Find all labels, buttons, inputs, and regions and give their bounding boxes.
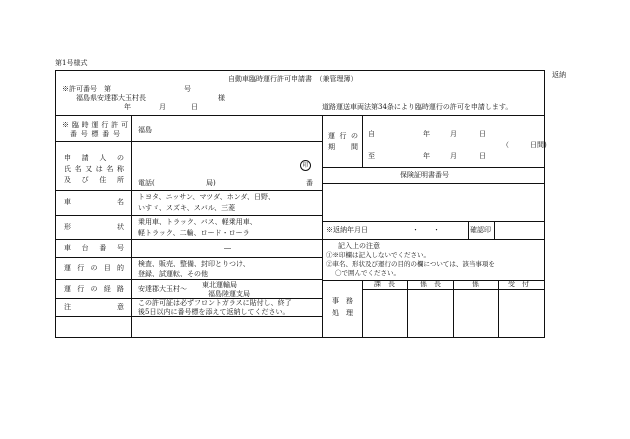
date-month: 月 bbox=[159, 103, 166, 111]
route-from: 安達郡大玉村～ bbox=[138, 285, 187, 293]
note-2b: 〇で囲んでください。 bbox=[335, 269, 400, 277]
permit-no-prefix: ※許可番号 第 bbox=[62, 85, 111, 93]
col-reception: 受 付 bbox=[508, 280, 529, 288]
note-2a: ②車名、形状及び運行の目的の欄については、該当事項を bbox=[326, 260, 495, 268]
phone-label: 電話( bbox=[138, 179, 155, 187]
col-staff: 係 bbox=[472, 280, 479, 288]
shape-label: 形状 bbox=[64, 223, 124, 231]
addressee-honorific: 様 bbox=[218, 94, 225, 102]
chassis-value: ― bbox=[224, 244, 231, 252]
period-to-year: 年 bbox=[423, 152, 430, 160]
note-label: 注意 bbox=[64, 303, 124, 311]
route-label: 運行の経路 bbox=[64, 285, 124, 293]
permit-value: 福島 bbox=[138, 126, 152, 134]
phone-office: 局) bbox=[206, 179, 216, 187]
period-from-month: 月 bbox=[450, 130, 457, 138]
purpose-label: 運行の目的 bbox=[64, 264, 124, 272]
confirm-stamp-label: 確認印 bbox=[470, 226, 491, 234]
shape-value-2: 軽トラック、二輪、ロード・ローラ bbox=[138, 229, 250, 237]
period-days: （ 日間) bbox=[502, 141, 547, 149]
return-date-dots: ・ ・ bbox=[412, 226, 440, 234]
seal-mark: 印 bbox=[300, 160, 311, 171]
insurance-label: 保険証明書番号 bbox=[400, 171, 449, 179]
permit-application-form bbox=[55, 70, 545, 338]
applicant-label-1: 申請人の bbox=[64, 154, 124, 162]
route-to-1: 東北運輸局 bbox=[202, 281, 237, 289]
office-label-2: 処 理 bbox=[332, 309, 353, 317]
period-from-mark: 自 bbox=[368, 130, 375, 138]
col-section-chief: 課 長 bbox=[374, 280, 395, 288]
applicant-label-2: 氏名又は名称 bbox=[64, 165, 124, 173]
period-from-day: 日 bbox=[479, 130, 486, 138]
center-divider bbox=[322, 115, 323, 337]
applicant-label-3: 及び住所 bbox=[64, 176, 124, 184]
date-year: 年 bbox=[124, 103, 131, 111]
period-label-2: 期間 bbox=[328, 143, 358, 151]
period-to-mark: 至 bbox=[368, 152, 375, 160]
addressee: 福島県安達郡大玉村長 bbox=[76, 94, 146, 102]
chassis-label: 車台番号 bbox=[64, 244, 124, 252]
vehicle-value-2: いすゞ、スズキ、スバル、三菱 bbox=[138, 204, 236, 212]
date-day: 日 bbox=[191, 103, 198, 111]
permit-label-2: 番号標番号 bbox=[70, 130, 120, 138]
note-value-2: 後5日以内に番号標を添えて返納してください。 bbox=[138, 308, 290, 316]
period-to-month: 月 bbox=[450, 152, 457, 160]
return-date-label: ※返納年月日 bbox=[326, 226, 368, 234]
form-title: 自動車臨時運行許可申請書 （兼管理簿） bbox=[228, 75, 358, 83]
return-mark: 返納 bbox=[552, 71, 566, 79]
purpose-value-1: 検査、販売、整備、封印とりつけ、 bbox=[138, 260, 250, 268]
notes-title: 記入上の注意 bbox=[338, 242, 380, 250]
purpose-value-2: 登録、試運転、その他 bbox=[138, 270, 208, 278]
period-to-day: 日 bbox=[479, 152, 486, 160]
note-1: ①※印欄は記入しないでください。 bbox=[326, 251, 430, 259]
route-to-2: 福島陸運支局 bbox=[208, 290, 250, 298]
period-label-1: 運行の bbox=[328, 132, 358, 140]
vehicle-label: 車名 bbox=[64, 198, 124, 206]
period-from-year: 年 bbox=[423, 130, 430, 138]
shape-value-1: 乗用車、トラック、バス、軽乗用車、 bbox=[138, 218, 257, 226]
permit-no-suffix: 号 bbox=[184, 85, 191, 93]
header-divider bbox=[56, 115, 544, 116]
statement: 道路運送車両法第34条により臨時運行の許可を申請します。 bbox=[322, 103, 513, 111]
phone-number: 番 bbox=[306, 179, 313, 187]
permit-label-1: ※臨時運行許可 bbox=[62, 121, 128, 129]
form-number: 第1号様式 bbox=[55, 59, 88, 67]
vehicle-value-1: トヨタ、ニッサン、マツダ、ホンダ、日野、 bbox=[138, 193, 275, 201]
note-value-1: この許可証は必ずフロントガラスに貼付し、終了 bbox=[138, 299, 292, 307]
col-subsection-chief: 係 長 bbox=[420, 280, 441, 288]
office-label-1: 事 務 bbox=[332, 297, 353, 305]
label-column-divider bbox=[131, 115, 132, 337]
